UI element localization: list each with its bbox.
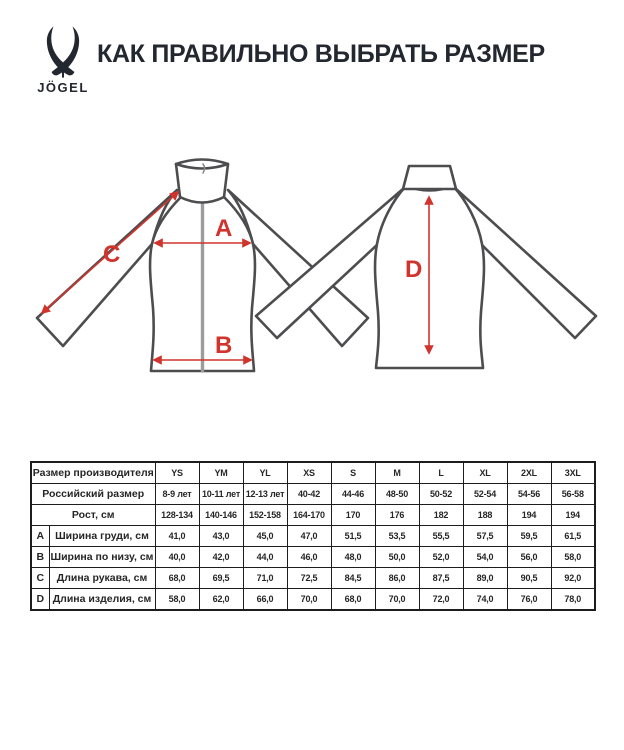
size-value-cell: M	[375, 462, 419, 484]
size-value-cell: 8-9 лет	[155, 484, 199, 505]
size-value-cell: YL	[243, 462, 287, 484]
dimension-d-label: D	[405, 256, 423, 283]
size-value-cell: 44-46	[331, 484, 375, 505]
size-value-cell: 40,0	[155, 547, 199, 568]
size-value-cell: 58,0	[551, 547, 595, 568]
size-value-cell: 70,0	[287, 589, 331, 611]
row-label: Российский размер	[31, 484, 155, 505]
dimension-a-label: A	[215, 215, 233, 242]
size-value-cell: 53,5	[375, 526, 419, 547]
size-value-cell: 152-158	[243, 505, 287, 526]
size-value-cell: 70,0	[375, 589, 419, 611]
size-table-body	[31, 462, 595, 610]
size-value-cell: 48,0	[331, 547, 375, 568]
row-label: Размер производителя	[31, 462, 155, 484]
size-value-cell: 90,5	[507, 568, 551, 589]
size-value-cell: YS	[155, 462, 199, 484]
size-value-cell: 58,0	[155, 589, 199, 611]
size-value-cell: 42,0	[199, 547, 243, 568]
size-value-cell: L	[419, 462, 463, 484]
size-value-cell: 74,0	[463, 589, 507, 611]
jogel-logo	[26, 26, 100, 95]
measure-key: A	[31, 526, 49, 547]
size-value-cell: 54,0	[463, 547, 507, 568]
table-measure-row	[31, 589, 595, 611]
size-value-cell: 44,0	[243, 547, 287, 568]
size-value-cell: 86,0	[375, 568, 419, 589]
page-title: КАК ПРАВИЛЬНО ВЫБРАТЬ РАЗМЕР	[97, 40, 545, 68]
size-value-cell: 41,0	[155, 526, 199, 547]
size-value-cell: 3XL	[551, 462, 595, 484]
size-value-cell: 76,0	[507, 589, 551, 611]
size-value-cell: 10-11 лет	[199, 484, 243, 505]
size-value-cell: 89,0	[463, 568, 507, 589]
size-table	[30, 461, 596, 611]
size-value-cell: 84,5	[331, 568, 375, 589]
size-value-cell: 56,0	[507, 547, 551, 568]
size-value-cell: XL	[463, 462, 507, 484]
size-value-cell: 78,0	[551, 589, 595, 611]
size-value-cell: 56-58	[551, 484, 595, 505]
size-value-cell: 92,0	[551, 568, 595, 589]
table-measure-row	[31, 547, 595, 568]
size-value-cell: S	[331, 462, 375, 484]
size-value-cell: 66,0	[243, 589, 287, 611]
size-value-cell: 45,0	[243, 526, 287, 547]
size-value-cell: 176	[375, 505, 419, 526]
size-value-cell: 188	[463, 505, 507, 526]
row-label: Ширина по низу, см	[49, 547, 155, 568]
row-label: Длина изделия, см	[49, 589, 155, 611]
row-label: Длина рукава, см	[49, 568, 155, 589]
size-value-cell: 68,0	[331, 589, 375, 611]
dimension-c-label: C	[103, 241, 121, 268]
jogel-logo-text: JÖGEL	[37, 80, 89, 95]
size-value-cell: 71,0	[243, 568, 287, 589]
size-value-cell: 140-146	[199, 505, 243, 526]
size-value-cell: 59,5	[507, 526, 551, 547]
size-value-cell: 69,5	[199, 568, 243, 589]
size-value-cell: 40-42	[287, 484, 331, 505]
size-value-cell: 57,5	[463, 526, 507, 547]
size-value-cell: 54-56	[507, 484, 551, 505]
measure-key: C	[31, 568, 49, 589]
size-value-cell: 194	[551, 505, 595, 526]
size-value-cell: 50-52	[419, 484, 463, 505]
jacket-measurement-diagram	[0, 140, 624, 450]
size-value-cell: XS	[287, 462, 331, 484]
size-value-cell: 87,5	[419, 568, 463, 589]
size-value-cell: 72,0	[419, 589, 463, 611]
table-measure-row	[31, 568, 595, 589]
size-value-cell: 68,0	[155, 568, 199, 589]
row-label: Рост, см	[31, 505, 155, 526]
size-value-cell: 55,5	[419, 526, 463, 547]
jogel-logo-icon	[44, 26, 82, 78]
size-value-cell: 164-170	[287, 505, 331, 526]
measure-key: D	[31, 589, 49, 611]
size-value-cell: 46,0	[287, 547, 331, 568]
size-value-cell: 128-134	[155, 505, 199, 526]
table-header-row	[31, 484, 595, 505]
size-value-cell: 52-54	[463, 484, 507, 505]
table-measure-row	[31, 526, 595, 547]
size-value-cell: 47,0	[287, 526, 331, 547]
size-value-cell: 43,0	[199, 526, 243, 547]
row-label: Ширина груди, см	[49, 526, 155, 547]
size-value-cell: 194	[507, 505, 551, 526]
size-value-cell: 50,0	[375, 547, 419, 568]
size-value-cell: 48-50	[375, 484, 419, 505]
dimension-b-label: B	[215, 332, 233, 359]
table-header-row	[31, 505, 595, 526]
measure-key: B	[31, 547, 49, 568]
size-value-cell: 51,5	[331, 526, 375, 547]
back-collar	[403, 166, 456, 189]
size-value-cell: 170	[331, 505, 375, 526]
size-value-cell: 2XL	[507, 462, 551, 484]
size-value-cell: 62,0	[199, 589, 243, 611]
size-value-cell: 12-13 лет	[243, 484, 287, 505]
size-value-cell: 182	[419, 505, 463, 526]
size-value-cell: 52,0	[419, 547, 463, 568]
size-value-cell: 61,5	[551, 526, 595, 547]
size-value-cell: YM	[199, 462, 243, 484]
table-header-row	[31, 462, 595, 484]
size-value-cell: 72,5	[287, 568, 331, 589]
